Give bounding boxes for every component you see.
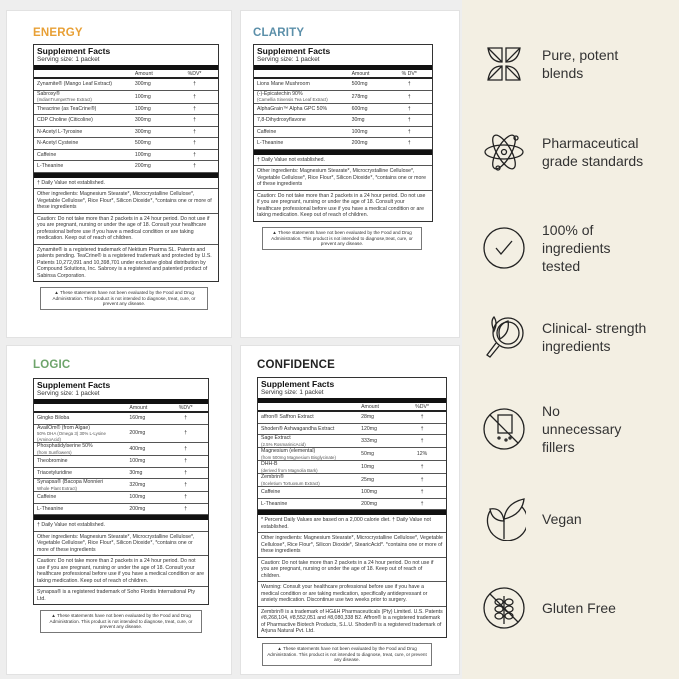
amount-cell: 50mg <box>361 451 375 458</box>
facts-header <box>34 45 218 65</box>
label-note: Warning: Consult your healthcare professional before use if you have a medical condition or are taking medication, specifically antidepressant or anxiety medication. Discontinue use two weeks prior to surgery. <box>258 581 446 606</box>
feature-item <box>482 315 646 359</box>
feature-item <box>482 221 611 275</box>
amount-cell: 100mg <box>134 93 151 100</box>
amount-cell: 500mg <box>134 140 151 147</box>
ingredient-subtext: (from 500mg Magnesium Bisglycinate) <box>261 454 336 460</box>
feature-item <box>482 586 616 630</box>
amount-cell: 300mg <box>134 81 151 88</box>
dv-cell: † <box>407 117 411 124</box>
ingredient-cell <box>261 426 361 433</box>
ingredient-cell <box>261 461 361 473</box>
label-note: Caution: Do not take more than 2 packets in a 24 hour period. Do not use if you are pregnant, nursing or under the age of 18. Consult your healthcare professional before use if you have a medical condition or are taking medication. Keep out of reach of children. <box>34 555 208 586</box>
feature-item <box>482 42 618 86</box>
panel-title-confidence: CONFIDENCE <box>257 359 336 371</box>
table-row <box>34 115 218 127</box>
dv-cell: † <box>184 415 188 422</box>
table-row <box>34 413 208 425</box>
amount-cell: 200mg <box>129 430 146 437</box>
ingredient-cell <box>37 140 135 147</box>
table-row <box>34 468 208 480</box>
dv-cell: † <box>184 458 188 465</box>
ingredient-name: Zembrin® <box>261 474 284 481</box>
amount-cell: 100mg <box>129 458 146 465</box>
table-row <box>34 161 218 173</box>
vegan-plant-icon <box>482 497 526 541</box>
facts-title: Supplement Facts <box>37 46 111 56</box>
column-headers <box>34 70 218 79</box>
amount-cell: 200mg <box>361 500 377 507</box>
serving-size: Serving size: 1 packet <box>37 390 100 398</box>
feature-label: Vegan <box>542 511 582 527</box>
label-note: † Daily Value not established. <box>37 179 105 186</box>
facts-title: Supplement Facts <box>261 379 335 389</box>
facts-header <box>258 378 446 398</box>
ingredient-cell <box>37 470 129 477</box>
supplement-facts-label-clarity <box>253 44 433 222</box>
amount-cell: 500mg <box>351 81 368 88</box>
ingredient-cell <box>37 494 129 501</box>
ingredient-cell <box>257 117 352 124</box>
dv-cell: † <box>407 105 411 112</box>
ingredient-cell <box>37 117 135 124</box>
feature-item <box>482 497 582 541</box>
label-note: Synapsa® is a registered trademark of Soho Flordis International Pty Ltd. <box>34 586 208 604</box>
ingredient-cell <box>37 106 135 113</box>
label-note: * Percent Daily Values are based on a 2,000 calorie diet. † Daily Value not established. <box>261 517 431 530</box>
ingredient-subtext: (from Sunflowers) <box>37 449 72 455</box>
ingredient-name: CDP Choline (Citicoline) <box>37 117 93 124</box>
table-row <box>34 492 208 504</box>
amount-cell: 300mg <box>134 117 151 124</box>
ingredient-name: Caffeine <box>257 128 277 135</box>
feature-label: Gluten Free <box>542 600 616 616</box>
ingredient-name: Synapsa® (Bacopa Monnieri <box>37 479 104 486</box>
ingredient-name: N-Acetyl L-Tyrosine <box>37 128 83 135</box>
feature-label: 100% of ingredients tested <box>542 222 611 274</box>
ingredient-cell <box>37 443 129 455</box>
ingredient-cell <box>261 501 361 508</box>
table-row <box>34 443 208 456</box>
ingredient-cell <box>261 448 361 460</box>
dv-cell: † <box>420 464 424 471</box>
table-row <box>34 127 218 139</box>
dv-cell: † <box>193 105 196 112</box>
fda-disclaimer: ▲ These statements have not been evaluated by the Food and Drug Administration. This product is not intended to diagnose, treat, cure, or prevent any disease. <box>40 610 202 633</box>
table-row <box>34 150 218 162</box>
label-note: Other ingredients: Magnesium Stearate*, Microcrystalline Cellulose*, Vegetable Cellulose*, Rice Flour*, Silicon Dioxide*, *contains one or more of these ingredients <box>34 188 218 213</box>
ingredient-name: L-Theanine <box>261 500 288 507</box>
ingredient-name: affron® Saffron Extract <box>261 414 314 421</box>
table-row <box>258 487 446 499</box>
features-panel <box>462 0 679 679</box>
ingredient-subtext: (Sceletium Tortuosum Extract) <box>261 480 320 486</box>
dv-cell: † <box>193 151 196 158</box>
column-header-dv: %DV* <box>415 403 429 410</box>
no-fillers-icon <box>482 407 526 451</box>
supplement-facts-label-logic <box>33 378 209 605</box>
table-row <box>34 456 208 468</box>
amount-cell: 200mg <box>129 505 146 512</box>
ingredient-name: (-)-Epicatechin 90% <box>257 90 303 97</box>
ingredient-subtext: (Camellia Sinensis Tea Leaf Extract) <box>257 97 328 103</box>
table-row <box>254 79 432 91</box>
amount-cell: 10mg <box>361 464 375 471</box>
feature-item <box>482 130 643 174</box>
facts-header <box>254 45 432 65</box>
table-row <box>34 79 218 91</box>
amount-cell: 30mg <box>351 117 365 124</box>
supplement-facts-label-confidence <box>257 377 447 638</box>
table-row <box>258 448 446 461</box>
amount-cell: 28mg <box>361 414 375 421</box>
serving-size: Serving size: 1 packet <box>261 389 324 397</box>
table-row <box>254 127 432 139</box>
table-row <box>254 138 432 150</box>
dv-cell: † <box>407 140 411 147</box>
amount-cell: 600mg <box>351 105 368 112</box>
ingredient-subtext: Whole Plant Extract) <box>37 485 78 491</box>
ingredient-name: AvailOm® (from Algae) <box>37 424 91 431</box>
ingredient-cell <box>37 458 129 465</box>
amount-cell: 25mg <box>361 477 375 484</box>
ingredient-cell <box>37 129 135 136</box>
ingredient-name: Triacetyluridine <box>37 469 72 476</box>
amount-cell: 100mg <box>351 128 368 135</box>
column-header-amount: Amount <box>361 403 379 410</box>
leaves-icon <box>482 42 526 86</box>
gluten-free-icon <box>482 586 526 630</box>
ingredient-cell <box>37 152 135 159</box>
feature-label: No unnecessary fillers <box>542 403 622 455</box>
panel-title-logic: LOGIC <box>33 359 71 371</box>
ingredient-name: Shoden® Ashwagandha Extract <box>261 425 335 432</box>
table-row <box>258 435 446 448</box>
ingredient-cell <box>257 81 352 88</box>
column-header-amount: Amount <box>134 70 153 77</box>
ingredient-name: AlphaGrain™ Alpha GPC 50% <box>257 105 328 112</box>
dv-cell: † <box>193 93 196 100</box>
label-note: Other ingredients: Magnesium Stearate*, Microcrystalline Cellulose*, Vegetable Cellulose*, Rice Flour*, Silicon Dioxide*, *contains one or more of these ingredients <box>34 531 208 556</box>
table-row <box>34 425 208 444</box>
ingredient-cell <box>37 91 135 103</box>
label-note: Caution: Do not take more than 2 packets in a 24 hour period. Do not use if you are pregnant, nursing or under the age of 18. Keep out of reach of children. <box>258 557 446 582</box>
fda-disclaimer: ▲ These statements have not been evaluated by the Food and Drug Administration. This product is not intended to diagnose, treat, cure, or prevent any disease. <box>262 643 432 666</box>
dv-cell: † <box>193 117 196 124</box>
dv-cell: † <box>184 469 188 476</box>
table-row <box>34 479 208 492</box>
feature-label: Pharmaceutical grade standards <box>542 135 644 169</box>
dv-cell: † <box>193 163 196 170</box>
ingredient-name: Caffeine <box>37 494 57 501</box>
serving-size: Serving size: 1 packet <box>37 56 100 64</box>
dv-cell: † <box>420 489 424 496</box>
ingredient-name: Theacrine (as TeaCrine®) <box>37 105 97 112</box>
ingredient-cell <box>257 129 352 136</box>
dv-cell: † <box>184 494 188 501</box>
supplement-facts-label-energy <box>33 44 219 282</box>
amount-cell: 200mg <box>134 163 151 170</box>
ingredient-name: Gingko Biloba <box>37 415 70 422</box>
amount-cell: 100mg <box>361 489 377 496</box>
amount-cell: 100mg <box>134 151 151 158</box>
column-header-amount: Amount <box>129 404 148 411</box>
table-row <box>254 115 432 127</box>
ingredient-name: Sabroxy® <box>37 90 60 97</box>
magnifier-leaf-icon <box>482 315 526 359</box>
label-note: Caution: Do not take more than 2 packets in a 24 hour period. Do not use if you are pregnant, nursing or under the age of 18. Consult your healthcare professional before use if you have a medical condition or are taking medication. Keep out of reach of children. <box>254 190 432 221</box>
facts-header <box>34 379 208 399</box>
column-header-amount: Amount <box>351 70 370 77</box>
ingredient-name: 7,8-Dihydroxyflavone <box>257 117 306 124</box>
amount-cell: 320mg <box>129 482 146 489</box>
amount-cell: 200mg <box>351 140 368 147</box>
fda-disclaimer: ▲ These statements have not been evaluated by the Food and Drug Administration. This product is not intended to diagnose, treat, cure, or prevent any disease. <box>40 287 208 310</box>
ingredient-cell <box>37 81 135 88</box>
dv-cell: † <box>184 446 188 453</box>
amount-cell: 278mg <box>351 93 368 100</box>
ingredient-cell <box>257 140 352 147</box>
amount-cell: 100mg <box>129 494 146 501</box>
dv-cell: † <box>407 93 411 100</box>
table-row <box>258 412 446 424</box>
column-header-dv: %DV* <box>178 404 193 411</box>
amount-cell: 160mg <box>129 415 146 422</box>
amount-cell: 100mg <box>134 105 151 112</box>
table-row <box>258 424 446 436</box>
table-row <box>34 504 208 516</box>
table-row <box>254 91 432 104</box>
amount-cell: 333mg <box>361 438 377 445</box>
ingredient-name: Sage Extract <box>261 435 291 442</box>
ingredient-name: Lions Mane Mushroom <box>257 81 310 88</box>
amount-cell: 400mg <box>129 446 146 453</box>
ingredient-cell <box>37 415 129 422</box>
dv-cell: † <box>193 140 196 147</box>
facts-title: Supplement Facts <box>37 380 111 390</box>
ingredient-subtext: 50% DHA (Omega 3) 30% L-Lysine (AminoAcid) <box>37 431 106 442</box>
ingredient-name: Magnesium (elemental) <box>261 448 316 455</box>
dv-cell: † <box>420 477 424 484</box>
serving-size: Serving size: 1 packet <box>257 56 320 64</box>
ingredient-cell <box>261 474 361 486</box>
panel-title-energy: ENERGY <box>33 27 83 39</box>
column-headers <box>34 404 208 413</box>
ingredient-cell <box>261 435 361 447</box>
ingredient-cell <box>261 414 361 421</box>
ingredient-cell <box>261 489 361 496</box>
table-row <box>254 104 432 116</box>
dv-cell: 12% <box>416 451 428 458</box>
column-headers <box>258 403 446 412</box>
label-note: Zembrin® is a trademark of HG&H Pharmaceuticals (Pty) Limited. U.S. Patents #8,268,104, #8,552,051 and #8,080,338 B2. Affron® is a registered trademark of Pharmactive Biotech Products, S.L.U. Shoden® is a registered trademark of Arjuna Natural Pvt. Ltd. <box>258 606 446 637</box>
ingredient-cell <box>37 425 129 443</box>
ingredient-cell <box>37 506 129 513</box>
ingredient-name: Caffeine <box>37 151 57 158</box>
amount-cell: 120mg <box>361 425 377 432</box>
ingredient-cell <box>37 163 135 170</box>
ingredient-name: Theobromine <box>37 458 68 465</box>
ingredient-name: Phosphatidylserine 50% <box>37 443 93 450</box>
ingredient-name: DHH-B <box>261 461 278 468</box>
dv-cell: † <box>407 128 411 135</box>
ingredient-name: L-Theanine <box>37 505 64 512</box>
dv-cell: † <box>193 128 196 135</box>
dv-cell: † <box>420 438 424 445</box>
label-note: Caution: Do not take more than 2 packets in a 24 hour period. Do not use if you are pregnant, nursing or under the age of 18. Consult your healthcare professional before use if you have a medical condition or are taking medication. Keep out of reach of children. <box>34 213 218 244</box>
dv-cell: † <box>184 505 188 512</box>
ingredient-subtext: (derived from Magnolia Bark) <box>261 467 318 473</box>
facts-title: Supplement Facts <box>257 46 331 56</box>
dv-cell: † <box>420 500 424 507</box>
label-note: Other ingredients: Magnesium Stearate*, Microcrystalline Cellulose*, Vegetable Cellulose*, Rice Flour*, Silicon Dioxide*, StearicAcid*. *contains one or more of these ingredients <box>258 532 446 557</box>
column-headers <box>254 70 432 79</box>
ingredient-name: Zynamite® (Mango Leaf Extract) <box>37 81 113 88</box>
table-row <box>34 104 218 116</box>
feature-label: Clinical- strength ingredients <box>542 320 647 354</box>
dv-cell: † <box>184 430 188 437</box>
table-row <box>258 499 446 511</box>
table-row <box>34 138 218 150</box>
atom-icon <box>482 130 526 174</box>
table-row <box>258 461 446 474</box>
ingredient-name: L-Theanine <box>257 140 284 147</box>
dv-cell: † <box>420 425 424 432</box>
ingredient-cell <box>37 479 129 491</box>
dv-cell: † <box>407 81 411 88</box>
dv-cell: † <box>420 414 424 421</box>
label-note: † Daily Value not established. <box>37 522 105 529</box>
amount-cell: 30mg <box>129 469 143 476</box>
ingredient-name: Caffeine <box>261 489 281 496</box>
column-header-dv: % DV* <box>401 70 417 77</box>
ingredient-name: N-Acetyl Cysteine <box>37 140 79 147</box>
feature-label: Pure, potent blends <box>542 47 619 81</box>
label-note: Other ingredients: Magnesium Stearate*, Microcrystalline Cellulose*, Vegetable Cellulose*, Rice Flour*, Silicon Dioxide*, *contains one or more of these ingredients <box>254 165 432 190</box>
dv-cell: † <box>193 81 196 88</box>
column-header-dv: %DV* <box>187 70 202 77</box>
dv-cell: † <box>184 482 188 489</box>
table-row <box>34 91 218 104</box>
ingredient-cell <box>257 91 352 103</box>
check-circle-icon <box>482 226 526 270</box>
ingredient-name: L-Theanine <box>37 163 64 170</box>
feature-item <box>482 402 621 456</box>
label-note: Zynamite® is a registered trademark of Nektium Pharma SL. Patents and patents pending. TeaCrine® is a registered trademark and protected by U.S. Patents 10,272,091 and 10,398,701 under exclusive global distribution by Compound Solutions, Inc. Sabroxy is a registered and patented product of Sabinsa Corporation. <box>34 244 218 282</box>
panel-title-clarity: CLARITY <box>253 27 305 39</box>
ingredient-subtext: (IndianTrumpetTree Extract) <box>37 97 92 103</box>
amount-cell: 300mg <box>134 128 151 135</box>
fda-disclaimer: ▲ These statements have not been evaluated by the Food and Drug Administration. This product is not intended to diagnose,treat, cure, or prevent any disease. <box>262 227 422 250</box>
ingredient-subtext: (2.5% RosmarinicAcid) <box>261 441 306 447</box>
ingredient-cell <box>257 106 352 113</box>
label-note: † Daily Value not established. <box>257 156 325 163</box>
table-row <box>258 474 446 487</box>
